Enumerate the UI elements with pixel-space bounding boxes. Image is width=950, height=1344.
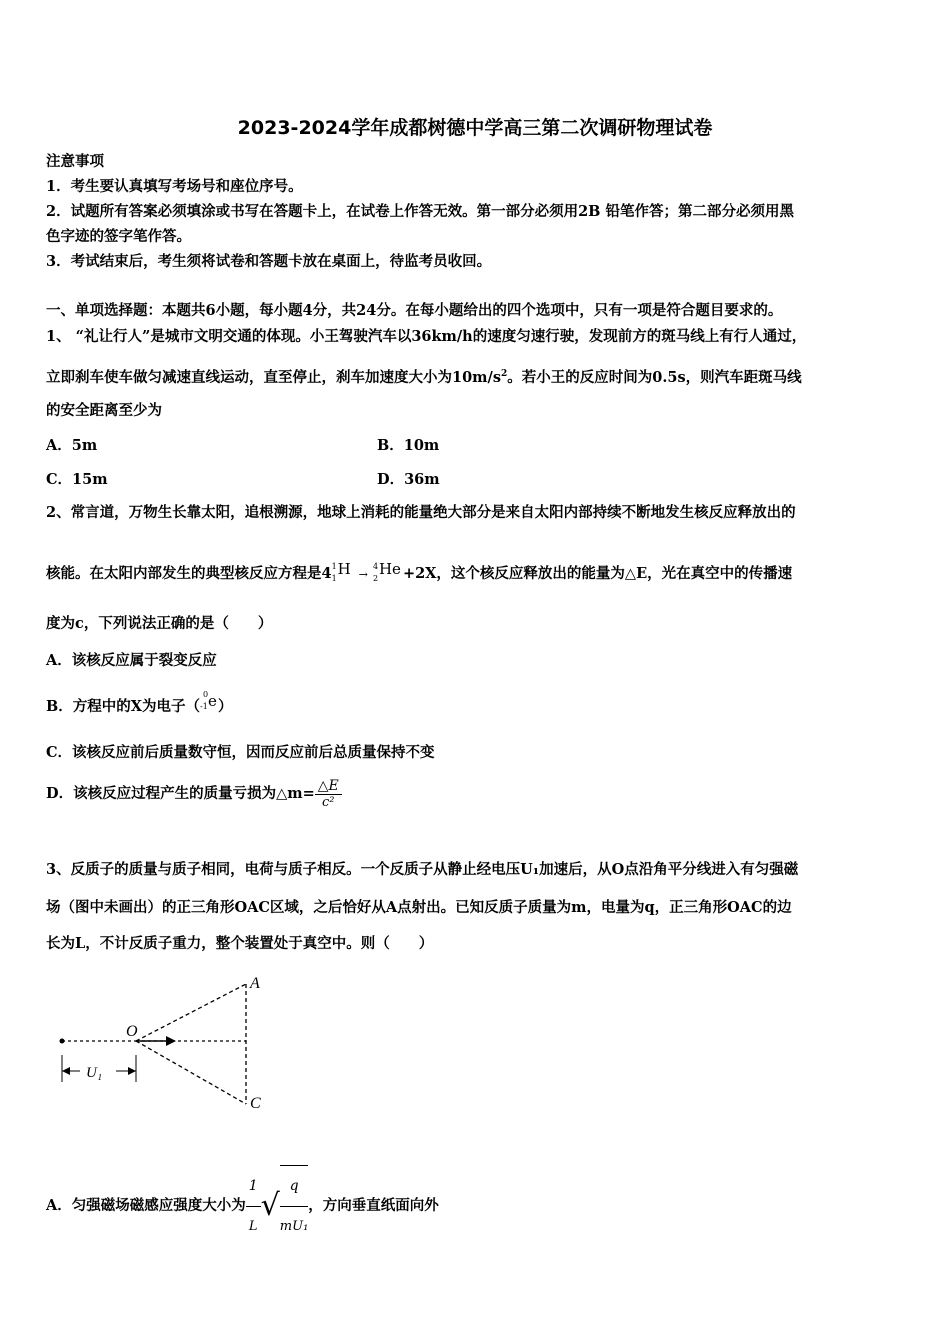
label-c: C bbox=[250, 1095, 261, 1112]
label-u1: U₁ bbox=[86, 1065, 103, 1081]
page-title: 2023-2024学年成都树德中学高三第二次调研物理试卷 bbox=[237, 117, 713, 139]
q2-stem: 2、常言道，万物生长靠太阳，追根溯源，地球上消耗的能量绝大部分是来自太阳内部持续不断地发生核反应释放出的 bbox=[46, 504, 796, 521]
helium-nuclide: 4 2 He bbox=[372, 560, 401, 583]
q1-stem: 的安全距离至少为 bbox=[46, 402, 162, 419]
notice-item: 1．考生要认真填写考场号和座位序号。 bbox=[46, 178, 303, 195]
q2-stem: 度为c，下列说法正确的是（ ） bbox=[46, 615, 273, 632]
notice-item: 2．试题所有答案必须填涂或书写在答题卡上，在试卷上作答无效。第一部分必须用2B 铅笔作答；第二部分必须用黑 bbox=[46, 203, 794, 220]
q1-option-a[interactable]: A．5m bbox=[46, 437, 98, 454]
label-o: O bbox=[126, 1023, 138, 1040]
q2-option-a[interactable]: A．该核反应属于裂变反应 bbox=[46, 652, 217, 669]
q3-stem: 场（图中未画出）的正三角形OAC区域，之后恰好从A点射出。已知反质子质量为m，电量为q，正三角形OAC的边 bbox=[46, 899, 792, 916]
label-a: A bbox=[250, 975, 260, 992]
notice-item: 3．考试结束后，考生须将试卷和答题卡放在桌面上，待监考员收回。 bbox=[46, 253, 492, 270]
triangle-diagram bbox=[50, 970, 280, 1120]
q1-option-c[interactable]: C．15m bbox=[46, 471, 108, 488]
q3-stem: 3、反质子的质量与质子相同，电荷与质子相反。一个反质子从静止经电压U₁加速后，从O点沿角平分线进入有匀强磁 bbox=[46, 861, 799, 878]
electron-nuclide: 0 -1 e bbox=[200, 690, 217, 711]
sqrt-fraction: $\frac{q}{\text{mU₁}}$ bbox=[280, 1165, 309, 1247]
q1-option-d[interactable]: D．36m bbox=[377, 471, 440, 488]
q1-stem: 立即刹车使车做匀减速直线运动，直至停止，刹车加速度大小为$10m/s^2$。若小王的反应时间为0.5s，则汽车距斑马线 bbox=[46, 368, 802, 386]
inverse-l-fraction: $\frac{1}{L}$ bbox=[246, 1166, 261, 1247]
q2-stem: 核能。在太阳内部发生的典型核反应方程是4 1 1 H → 4 2 He +2X，这个核反应释放出的能量为△E，光在真空中的传播速 bbox=[46, 560, 793, 583]
q2-option-b[interactable]: B．方程中的X为电子（ 0 -1 e ） bbox=[46, 695, 233, 718]
q2-option-d[interactable]: D．该核反应过程产生的质量亏损为△m= $\frac{\triangle E}{\text{c²}}$ bbox=[46, 778, 342, 810]
q1-option-b[interactable]: B．10m bbox=[377, 437, 440, 454]
q1-stem: 1、 “礼让行人”是城市文明交通的体现。小王驾驶汽车以36km/h的速度匀速行驶，发现前方的斑马线上有行人通过， bbox=[46, 328, 807, 345]
sqrt-icon: √ bbox=[260, 1188, 280, 1223]
mass-defect-fraction: $\frac{\triangle E}{\text{c²}}$ bbox=[315, 778, 342, 810]
q3-stem: 长为L，不计反质子重力，整个装置处于真空中。则（ ） bbox=[46, 935, 434, 952]
q2-option-c[interactable]: C．该核反应前后质量数守恒，因而反应前后总质量保持不变 bbox=[46, 744, 435, 761]
hydrogen-nuclide: 1 1 H bbox=[331, 560, 351, 583]
notice-heading: 注意事项 bbox=[46, 153, 104, 170]
notice-item: 色字迹的签字笔作答。 bbox=[46, 228, 191, 245]
section-heading: 一、单项选择题：本题共6小题，每小题4分，共24分。在每小题给出的四个选项中，只有一项是符合题目要求的。 bbox=[46, 302, 783, 319]
q3-option-a[interactable]: A．匀强磁场磁感应强度大小为 $\frac{1}{L}$ √ $\frac{q}{\text{mU₁}}$ ，方向垂直纸面向外 bbox=[46, 1165, 439, 1247]
